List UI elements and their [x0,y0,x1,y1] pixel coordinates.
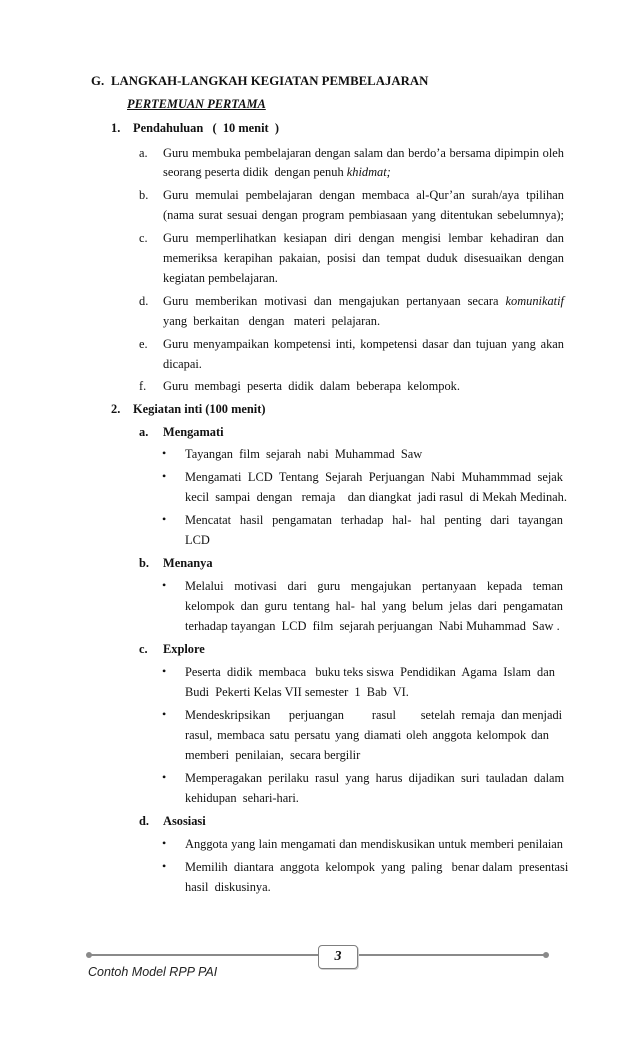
bullet-line: Anggota yang lain mengamati dan mendiskusikan untuk memberi penilaian [185,837,563,851]
subsection-letter: b. [139,556,149,570]
bullet-line: Tayangan film sejarah nabi Muhammad Saw [185,447,423,461]
bullet-icon: • [162,770,167,784]
page-number: 3 [318,945,358,969]
inti-title: Kegiatan inti (100 menit) [133,402,266,416]
footer-dot-right [543,952,549,958]
bullet-line: Peserta didik membaca buku teks siswa Pendidikan Agama Islam dan [185,665,555,679]
bullet-line: LCD [185,533,210,547]
bullet-icon: • [162,707,167,721]
item-line: memeriksa kerapihan pakaian, posisi dan tempat duduk disesuaikan dengan [163,251,564,265]
item-line: Guru memperlihatkan kesiapan diri dengan mengisi lembar kehadiran dan [163,231,564,245]
section-title: LANGKAH-LANGKAH KEGIATAN PEMBELAJARAN [111,74,429,88]
bullet-line: kecil sampai dengan remaja dan diangkat jadi rasul di Mekah Medinah. [185,490,567,504]
item-letter: f. [139,379,147,393]
bullet-line: kelompok dan guru tentang hal- hal yang belum jelas dari pengamatan [185,599,563,613]
item-line [163,293,564,309]
bullet-line: rasul, membaca satu persatu yang diamati oleh anggota kelompok dan [185,728,549,742]
item-line: kegiatan pembelajaran. [163,271,278,285]
bullet-line: kehidupan sehari-hari. [185,791,299,805]
bullet-line: Mencatat hasil pengamatan terhadap hal- hal penting dari tayangan [185,513,563,527]
item-line: Guru menyampaikan kompetensi inti, kompetensi dasar dan tujuan yang akan [163,337,564,351]
subsection-title: Menanya [163,556,213,570]
subsection-title: Asosiasi [163,814,206,828]
bullet-icon: • [162,578,167,592]
item-line: (nama surat sesuai dengan program pembiasaan yang ditentukan sebelumnya); [163,208,564,222]
subsection-title: Explore [163,642,205,656]
footer-label: Contoh Model RPP PAI [88,965,218,979]
inti-number: 2. [111,402,121,416]
footer-rule-left [90,954,318,956]
item-letter: c. [139,231,148,245]
bullet-icon: • [162,859,167,873]
item-line-text: seorang peserta didik dengan penuh [163,165,347,179]
item-letter: a. [139,146,148,160]
bullet-icon: • [162,512,167,526]
bullet-line: terhadap tayangan LCD film sejarah perjuangan Nabi Muhammad Saw . [185,619,560,633]
subsection-letter: d. [139,814,149,828]
pendahuluan-number: 1. [111,121,121,135]
pendahuluan-title: Pendahuluan ( 10 menit ) [133,121,279,135]
bullet-line: Melalui motivasi dari guru mengajukan pertanyaan kepada teman [185,579,563,593]
meeting-title: PERTEMUAN PERTAMA [127,97,266,111]
bullet-icon: • [162,664,167,678]
item-line: Guru memulai pembelajaran dengan membaca al-Qur’an surah/aya tpilihan [163,188,564,202]
bullet-icon: • [162,446,167,460]
bullet-line: Mendeskripsikan perjuangan rasul setelah remaja dan menjadi [185,708,563,722]
item-line-emphasis: khidmat; [346,165,391,179]
footer-rule-right [357,954,545,956]
bullet-icon: • [162,469,167,483]
bullet-line: Budi Pekerti Kelas VII semester 1 Bab VI. [185,685,409,699]
item-line: Guru membuka pembelajaran dengan salam dan berdo’a bersama dipimpin oleh [163,146,564,160]
item-letter: e. [139,337,148,351]
item-line-emphasis: komunikatif [505,294,564,308]
item-line: dicapai. [163,357,202,371]
bullet-line: Mengamati LCD Tentang Sejarah Perjuangan Nabi Muhammmad sejak [185,470,563,484]
bullet-icon: • [162,836,167,850]
item-line [163,164,391,180]
item-letter: b. [139,188,149,202]
subsection-letter: c. [139,642,148,656]
subsection-title: Mengamati [163,425,224,439]
section-letter: G. [91,74,105,88]
item-letter: d. [139,294,149,308]
item-line: Guru membagi peserta didik dalam beberapa kelompok. [163,379,460,393]
item-line: yang berkaitan dengan materi pelajaran. [163,314,381,328]
bullet-line: Memperagakan perilaku rasul yang harus dijadikan suri tauladan dalam [185,771,565,785]
item-line-text: Guru memberikan motivasi dan mengajukan pertanyaan secara [163,294,506,308]
bullet-line: Memilih diantara anggota kelompok yang paling benar dalam presentasi [185,860,569,874]
subsection-letter: a. [139,425,149,439]
bullet-line: memberi penilaian, secara bergilir [185,748,361,762]
bullet-line: hasil diskusinya. [185,880,271,894]
